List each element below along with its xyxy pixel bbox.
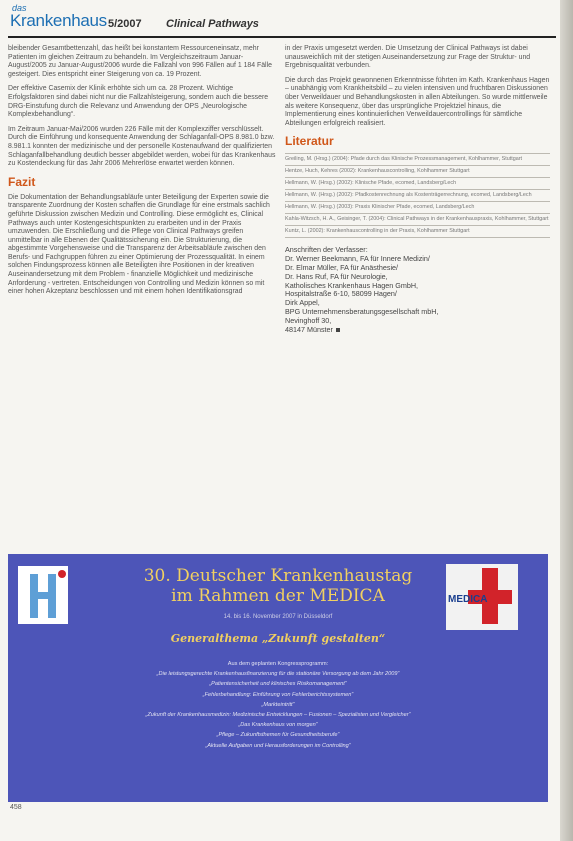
reference-item: Kahla-Witzsch, H. A., Geisinger, T. (2004): Clinical Pathways in der Krankenhauspraxis, Kohlhammer, Stuttgart xyxy=(285,213,550,225)
author-line: Katholisches Krankenhaus Hagen GmbH, xyxy=(285,280,419,290)
ad-topic-item: Aus dem geplanten Kongressprogramm: xyxy=(227,661,329,667)
paragraph: Im Zeitraum Januar-Mai/2006 wurden 226 Fälle mit der Komplexziffer verschlüsselt. Durch die Einführung und konsequente Anwendung der Schlaganfall-OPS 8.981.0 bzw. 8.981.1 konnten der medizinische und der personelle Kostenaufwand der qualifizierten Schlaganfallbehandlung deutlich besser abgebildet werden, wobei für das Krankenhaus zu Kostendeckung für das Jahr 2006 Mehrerlöse erwartet werden können. xyxy=(8,125,276,168)
left-column xyxy=(8,45,276,303)
ad-theme: Generalthema „Zukunft gestalten“ xyxy=(170,632,386,645)
reference-item: Kuntz, L. (2002): Krankenhauscontrolling in der Praxis, Kohlhammer Stuttgart xyxy=(285,225,550,238)
issue-number: 5/2007 xyxy=(108,18,142,30)
krankenhaustag-logo-icon xyxy=(18,566,68,624)
author-line: Nevinghoff 30, xyxy=(285,315,332,325)
author-line: Dr. Hans Ruf, FA für Neurologie, xyxy=(285,271,388,281)
ad-topic-item: „Patientensicherheit und klinisches Risikomanagement“ xyxy=(209,681,347,688)
ad-topic-item: „Pflege – Zukunftsthemen für Gesundheitsberufe“ xyxy=(216,732,340,739)
reference-list xyxy=(285,153,550,238)
literature-heading: Literatur xyxy=(285,134,334,149)
end-mark-icon xyxy=(336,328,340,332)
author-addresses xyxy=(285,246,550,334)
ad-topic-item: „Fehlerbehandlung: Einführung von Fehlerberichtssystemen“ xyxy=(202,691,354,698)
author-line: Dr. Werner Beekmann, FA für Innere Medizin/ xyxy=(285,254,430,264)
journal-logo: Krankenhaus xyxy=(10,11,107,30)
header-rule xyxy=(8,36,556,38)
ad-topic-item: „Das Krankenhaus von morgen“ xyxy=(238,722,318,729)
author-line: Dirk Appel, xyxy=(285,298,320,308)
reference-item: Hellmann, W. (Hrsg.) (2002): Klinische Pfade, ecomed, Landsberg/Lech xyxy=(285,177,550,189)
ad-topic-item: „Aktuelle Aufgaben und Herausforderungen im Controlling“ xyxy=(205,742,351,749)
page-number: 458 xyxy=(10,804,22,811)
section-title: Clinical Pathways xyxy=(166,18,259,30)
paragraph: Die durch das Projekt gewonnenen Erkenntnisse führten im Kath. Krankenhaus Hagen – unabhängig vom Krankheitsbild – zu vielen intensiven und fruchtbaren Diskussionen über Verweildauer und Behandlungskosten in allen Abteilungen. So wurde mittlerweile als weitere Konsequenz, über das ursprüngliche Projektziel hinaus, die Implementierung eines kontinuierlichen Verweildauercontrollings für sämtliche Abteilungen erfolgreich realisiert. xyxy=(285,76,550,127)
ad-title-line: im Rahmen der MEDICA xyxy=(171,586,385,606)
paragraph: bleibender Gesamtbettenzahl, das heißt bei konstantem Ressourceneinsatz, mehr Patienten im gleichen Zeitraum zu behandeln. Im Vergleichszeitraum Januar-August/2005 zu Januar-August/2006 wurde die Fallzahl von 996 Fällen auf 1 184 Fälle gesteigert. Dies entspricht einer Steigerung von ca. 19 Prozent. xyxy=(8,45,272,78)
journal-logo-small: das xyxy=(12,3,27,13)
author-line: Hospitalstraße 6-10, 58099 Hagen/ xyxy=(285,289,397,299)
ad-topic-list xyxy=(28,659,528,751)
reference-item: Hellmann, W. (Hrsg.) (2003): Praxis Klinischer Pfade, ecomed, Landsberg/Lech xyxy=(285,201,550,213)
fazit-heading: Fazit xyxy=(8,174,36,189)
ad-date: 14. bis 16. November 2007 in Düsseldorf xyxy=(223,614,333,620)
ad-topic-item: „Zukunft der Krankenhausmedizin: Medizinische Entwicklungen – Fusionen – Spezialisten und Vergleicher“ xyxy=(145,712,411,719)
author-line: BPG Unternehmensberatungsgesellschaft mbH, xyxy=(285,306,439,316)
author-line xyxy=(285,326,550,335)
advertisement-banner xyxy=(8,554,548,802)
page-header xyxy=(8,2,556,36)
reference-item: Hentze, Huch, Kehres (2002): Krankenhauscontrolling, Kohlhammer Stuttgart xyxy=(285,165,550,177)
ad-title xyxy=(68,566,488,606)
author-line-text: 48147 Münster xyxy=(285,324,333,334)
reference-item: Hellmann, W. (Hrsg.) (2002): Pfadkostenrechnung als Kostenträgerrechnung, ecomed, Landsberg/Lech xyxy=(285,189,550,201)
paragraph: in der Praxis umgesetzt werden. Die Umsetzung der Clinical Pathways ist dabei unausweichlich mit der stetigen Auseinandersetzung zur Frage der Struktur- und Ergebnisqualität verbunden. xyxy=(285,45,531,70)
ad-topic-item: „Markteintritt“ xyxy=(261,701,295,708)
reference-item: Greiling, M. (Hrsg.) (2004): Pfade durch das Klinische Prozessmanagement, Kohlhammer, Stuttgart xyxy=(285,153,550,165)
medica-logo-text: MEDICA xyxy=(448,594,488,605)
page-edge-shadow xyxy=(560,0,573,841)
author-line: Anschriften der Verfasser: xyxy=(285,245,368,255)
paragraph: Der effektive Casemix der Klinik erhöhte sich um ca. 28 Prozent. Wichtige Erfolgsfaktoren sind dabei nicht nur die Fallzahlsteigerung, sondern auch die bessere DRG-Einstufung durch die Relevanz und Anwendung der OPS „Neurologische Komplexbehandlung“. xyxy=(8,85,269,119)
author-line: Dr. Elmar Müller, FA für Anästhesie/ xyxy=(285,262,399,272)
ad-topic-item: „Die leistungsgerechte Krankenhausfinanzierung für die stationäre Versorgung ab dem Jahr 2009“ xyxy=(156,671,400,678)
paragraph: Die Dokumentation der Behandlungsabläufe unter Beteiligung der Experten sowie die transparente Zuordnung der Kosten schaffen die Grundlage für eine erstmals sachlich geführte Diskussion zwischen Medizin und Controlling. Diese ermöglicht es, Clinical Pathways auch unter Kostengesichtspunkten zu erarbeiten und in der Praxis umzuwenden. Die Erschließung und die Pflege von Clinical Pathways greifen unmittelbar in alle Ebenen der Qualitätssicherung ein. Die Strukturierung, die abgestimmte Vorgehensweise und die Transparenz der Arbeitsabläufe zwischen den Berufs- und Fachgruppen führen zu einer Optimierung der Prozessqualität. In einem solchen Findungsprozess können alle Beteiligten ihre Positionen in der kreativen Auseinandersetzung mit dem Problem - finanzielle Möglichkeit und medizinische Anforderung - vertreten. Entscheidungen von Controlling und Medizin können so mit einer hohen Akzeptanz beschlossen und mit einem hohen Identifikationsgrad xyxy=(8,193,270,296)
right-column xyxy=(285,45,550,334)
ad-title-line: 30. Deutscher Krankenhaustag xyxy=(143,566,413,586)
